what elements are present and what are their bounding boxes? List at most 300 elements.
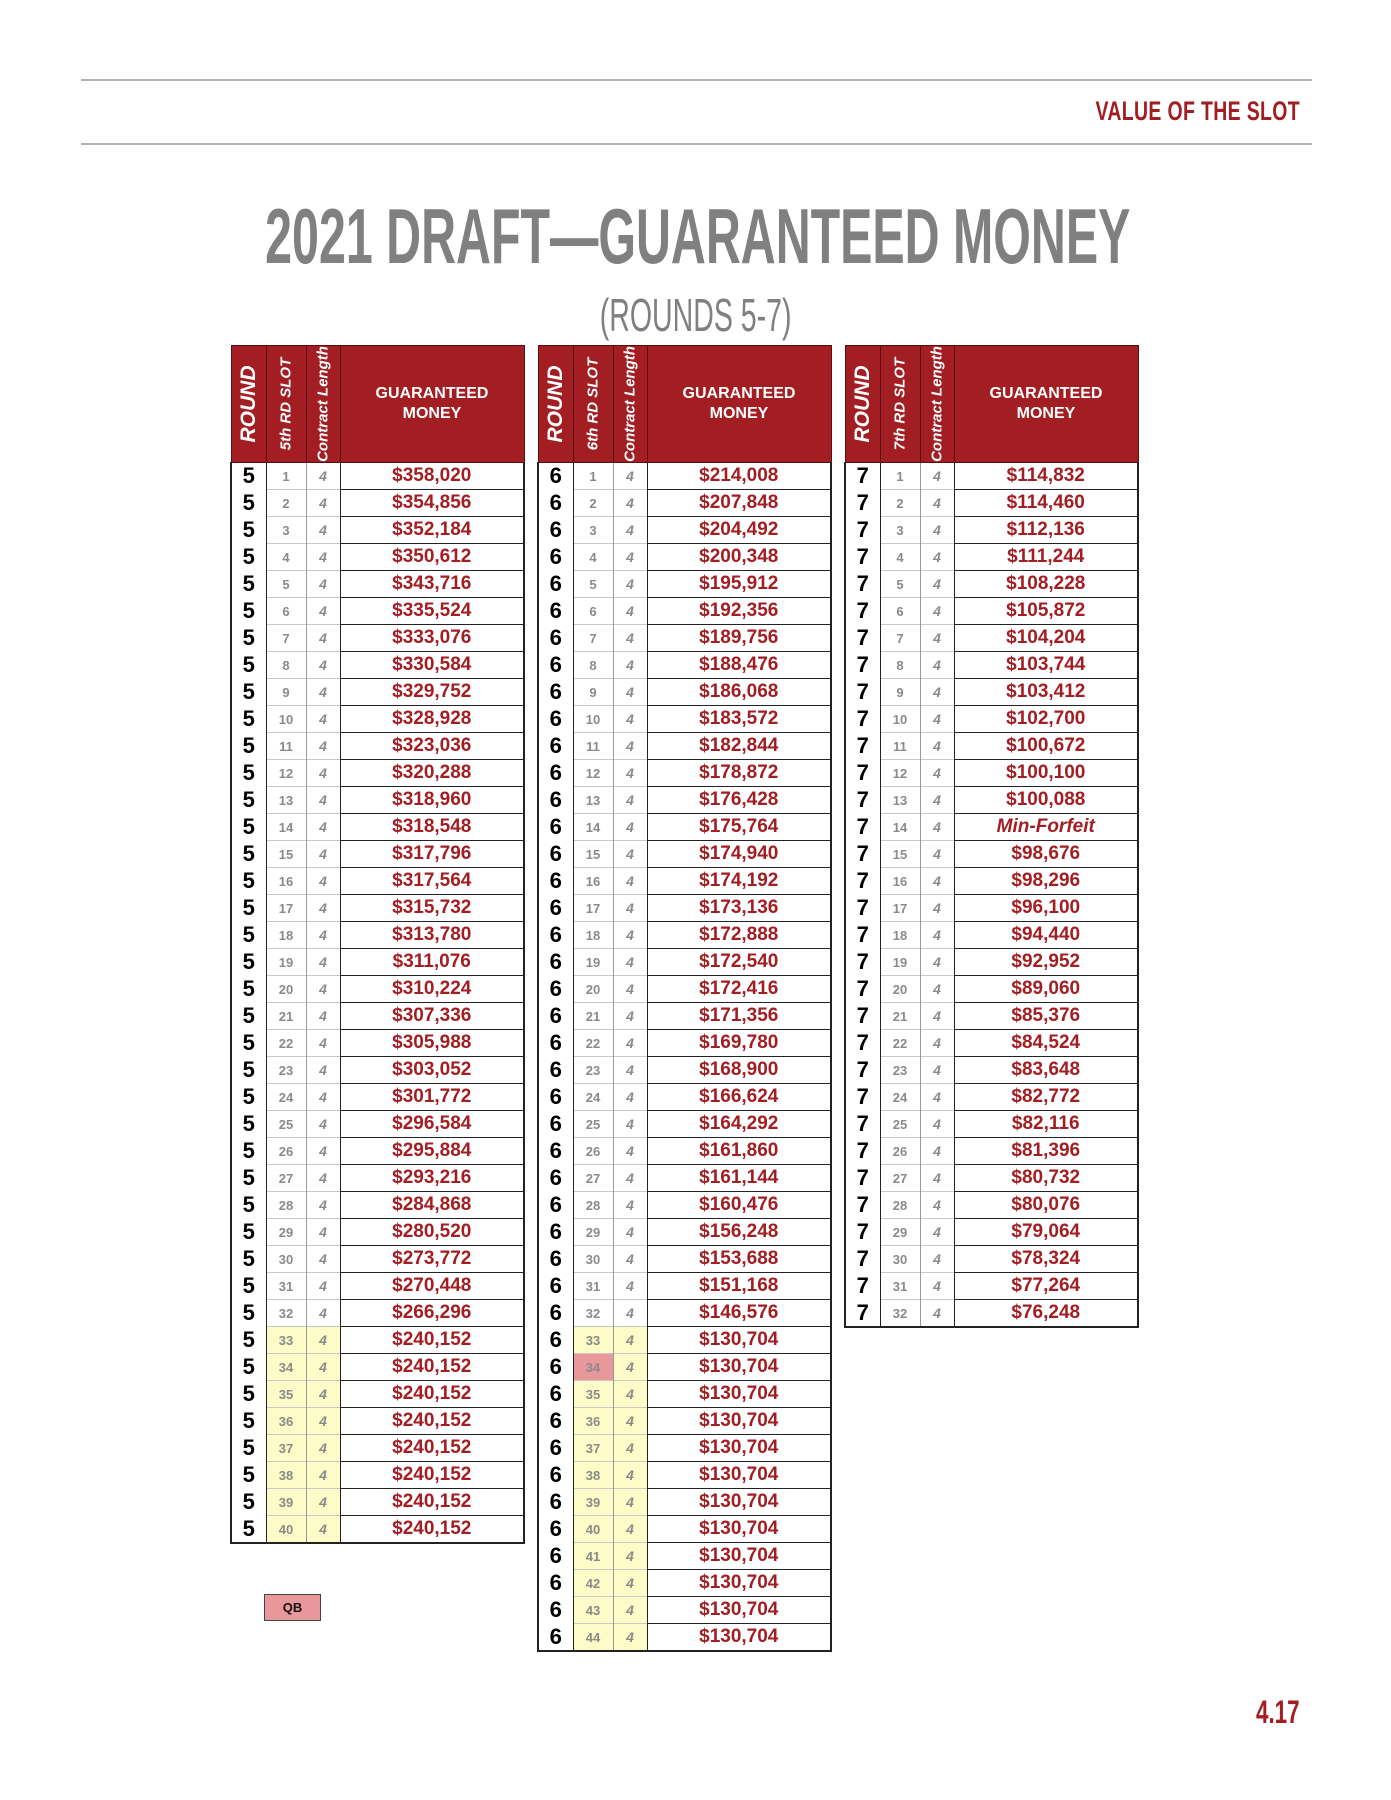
round-cell: 6 — [538, 1435, 573, 1462]
contract-length-cell: 4 — [920, 1192, 954, 1219]
round-column-header — [231, 346, 266, 463]
guaranteed-money-cell: $301,772 — [340, 1084, 524, 1111]
table-row — [845, 1084, 1138, 1111]
slot-cell: 16 — [880, 868, 920, 895]
guaranteed-money-cell: $317,796 — [340, 841, 524, 868]
contract-length-cell: 4 — [306, 1192, 340, 1219]
slot-cell: 24 — [266, 1084, 306, 1111]
contract-length-cell: 4 — [920, 1003, 954, 1030]
round-cell: 6 — [538, 706, 573, 733]
contract-length-cell: 4 — [306, 976, 340, 1003]
contract-length-cell: 4 — [920, 1300, 954, 1328]
round-cell: 7 — [845, 760, 880, 787]
contract-length-cell: 4 — [306, 1246, 340, 1273]
guaranteed-money-cell: $114,832 — [954, 463, 1138, 490]
table-row — [845, 787, 1138, 814]
contract-length-cell: 4 — [613, 490, 647, 517]
round-cell: 5 — [231, 1138, 266, 1165]
slot-cell: 3 — [573, 517, 613, 544]
table-row — [231, 1327, 524, 1354]
contract-length-cell: 4 — [306, 814, 340, 841]
guaranteed-money-cell: $169,780 — [647, 1030, 831, 1057]
contract-length-cell: 4 — [306, 598, 340, 625]
round-cell: 6 — [538, 760, 573, 787]
round-cell: 6 — [538, 976, 573, 1003]
table-row — [538, 1381, 831, 1408]
round-cell: 6 — [538, 1624, 573, 1652]
table-row — [845, 868, 1138, 895]
contract-length-cell: 4 — [613, 1219, 647, 1246]
contract-length-cell: 4 — [613, 679, 647, 706]
round-cell: 7 — [845, 463, 880, 490]
contract-length-cell: 4 — [920, 922, 954, 949]
table-row — [231, 625, 524, 652]
table-row — [538, 571, 831, 598]
round-cell: 6 — [538, 517, 573, 544]
slot-cell: 27 — [266, 1165, 306, 1192]
round-cell: 5 — [231, 976, 266, 1003]
slot-cell: 15 — [880, 841, 920, 868]
slot-cell: 44 — [573, 1624, 613, 1652]
table-row — [845, 1003, 1138, 1030]
round-cell: 5 — [231, 787, 266, 814]
contract-length-cell: 4 — [920, 598, 954, 625]
contract-length-cell: 4 — [306, 841, 340, 868]
contract-length-cell: 4 — [613, 463, 647, 490]
table-row — [538, 544, 831, 571]
guaranteed-money-cell: $81,396 — [954, 1138, 1138, 1165]
table-row — [538, 490, 831, 517]
guaranteed-money-cell: $156,248 — [647, 1219, 831, 1246]
contract-length-cell: 4 — [613, 787, 647, 814]
round-cell: 6 — [538, 1003, 573, 1030]
round-cell: 5 — [231, 1030, 266, 1057]
table-row — [231, 733, 524, 760]
guaranteed-money-cell: $114,460 — [954, 490, 1138, 517]
round-cell: 6 — [538, 1570, 573, 1597]
guaranteed-money-cell: $176,428 — [647, 787, 831, 814]
contract-length-cell: 4 — [613, 1057, 647, 1084]
guaranteed-money-cell: $240,152 — [340, 1327, 524, 1354]
round-cell: 5 — [231, 1273, 266, 1300]
guaranteed-money-cell: $84,524 — [954, 1030, 1138, 1057]
slot-cell: 35 — [266, 1381, 306, 1408]
guaranteed-money-cell: $168,900 — [647, 1057, 831, 1084]
contract-length-cell: 4 — [920, 490, 954, 517]
round-cell: 6 — [538, 679, 573, 706]
guaranteed-money-cell: $80,076 — [954, 1192, 1138, 1219]
table-row — [845, 1246, 1138, 1273]
guaranteed-money-cell: $79,064 — [954, 1219, 1138, 1246]
money-header-line-2: MONEY — [709, 405, 769, 422]
round-header-label: ROUND — [236, 365, 260, 443]
table-row — [538, 517, 831, 544]
guaranteed-money-cell: $130,704 — [647, 1381, 831, 1408]
slot-cell: 5 — [266, 571, 306, 598]
table-row — [231, 1165, 524, 1192]
guaranteed-money-cell: $175,764 — [647, 814, 831, 841]
guaranteed-money-cell: $295,884 — [340, 1138, 524, 1165]
table-row — [231, 1516, 524, 1544]
guaranteed-money-cell: $89,060 — [954, 976, 1138, 1003]
guaranteed-money-cell: $240,152 — [340, 1516, 524, 1544]
table-row — [845, 895, 1138, 922]
contract-length-cell: 4 — [920, 841, 954, 868]
guaranteed-money-cell: $78,324 — [954, 1246, 1138, 1273]
guaranteed-money-cell: $195,912 — [647, 571, 831, 598]
table-row — [231, 679, 524, 706]
contract-length-cell: 4 — [613, 1030, 647, 1057]
table-row — [231, 1273, 524, 1300]
guaranteed-money-cell: $335,524 — [340, 598, 524, 625]
slot-cell: 10 — [573, 706, 613, 733]
round-cell: 5 — [231, 1003, 266, 1030]
slot-cell: 4 — [573, 544, 613, 571]
guaranteed-money-cell: $240,152 — [340, 1354, 524, 1381]
slot-cell: 1 — [266, 463, 306, 490]
table-row — [538, 814, 831, 841]
contract-length-header-label: Contract Length — [314, 346, 332, 462]
table-row — [231, 1111, 524, 1138]
slot-cell: 30 — [266, 1246, 306, 1273]
contract-length-column-header — [613, 346, 647, 463]
table-row — [231, 517, 524, 544]
contract-length-cell: 4 — [306, 1489, 340, 1516]
slot-cell: 20 — [266, 976, 306, 1003]
round-cell: 6 — [538, 1381, 573, 1408]
page-title — [0, 192, 1391, 280]
slot-cell: 4 — [266, 544, 306, 571]
contract-length-cell: 4 — [920, 679, 954, 706]
round-cell: 5 — [231, 733, 266, 760]
slot-cell: 7 — [573, 625, 613, 652]
table-row — [231, 1489, 524, 1516]
contract-length-cell: 4 — [306, 1408, 340, 1435]
guaranteed-money-cell: $343,716 — [340, 571, 524, 598]
guaranteed-money-cell: $98,676 — [954, 841, 1138, 868]
guaranteed-money-cell: $130,704 — [647, 1624, 831, 1652]
guaranteed-money-cell: $358,020 — [340, 463, 524, 490]
table-row — [845, 1111, 1138, 1138]
table-row — [845, 706, 1138, 733]
money-header-line-1: GUARANTEED — [682, 385, 796, 402]
contract-length-cell: 4 — [920, 1030, 954, 1057]
round-cell: 7 — [845, 922, 880, 949]
round-cell: 5 — [231, 814, 266, 841]
guaranteed-money-cell: $313,780 — [340, 922, 524, 949]
table-row — [845, 922, 1138, 949]
guaranteed-money-cell: $330,584 — [340, 652, 524, 679]
table-row — [538, 868, 831, 895]
table-row — [845, 544, 1138, 571]
table-row — [231, 463, 524, 490]
guaranteed-money-cell: $188,476 — [647, 652, 831, 679]
contract-length-cell: 4 — [613, 1111, 647, 1138]
guaranteed-money-cell: $240,152 — [340, 1489, 524, 1516]
round-cell: 6 — [538, 1246, 573, 1273]
guaranteed-money-cell: $214,008 — [647, 463, 831, 490]
table-row — [231, 1246, 524, 1273]
round-cell: 7 — [845, 1030, 880, 1057]
contract-length-cell: 4 — [306, 706, 340, 733]
guaranteed-money-column-header — [340, 346, 524, 463]
contract-length-cell: 4 — [306, 652, 340, 679]
contract-length-cell: 4 — [613, 868, 647, 895]
round-cell: 6 — [538, 490, 573, 517]
contract-length-cell: 4 — [306, 949, 340, 976]
slot-cell: 31 — [880, 1273, 920, 1300]
table-row — [538, 706, 831, 733]
contract-length-cell: 4 — [306, 490, 340, 517]
slot-cell: 25 — [266, 1111, 306, 1138]
guaranteed-money-cell: $130,704 — [647, 1435, 831, 1462]
round-cell: 7 — [845, 706, 880, 733]
round-cell: 5 — [231, 1219, 266, 1246]
slot-cell: 6 — [573, 598, 613, 625]
round-cell: 6 — [538, 463, 573, 490]
guaranteed-money-cell: $100,100 — [954, 760, 1138, 787]
slot-column-header — [266, 346, 306, 463]
guaranteed-money-cell: $172,540 — [647, 949, 831, 976]
contract-length-cell: 4 — [613, 1408, 647, 1435]
round-cell: 6 — [538, 841, 573, 868]
contract-length-cell: 4 — [613, 976, 647, 1003]
money-header-line-1: GUARANTEED — [989, 385, 1103, 402]
round-cell: 5 — [231, 895, 266, 922]
contract-length-header-label: Contract Length — [621, 346, 639, 462]
contract-length-cell: 4 — [306, 1327, 340, 1354]
guaranteed-money-cell: $174,940 — [647, 841, 831, 868]
contract-length-cell: 4 — [306, 1111, 340, 1138]
table-row — [231, 544, 524, 571]
table-row — [538, 976, 831, 1003]
table-row — [845, 949, 1138, 976]
guaranteed-money-cell: $270,448 — [340, 1273, 524, 1300]
slot-cell: 29 — [880, 1219, 920, 1246]
slot-cell: 5 — [573, 571, 613, 598]
table-row — [231, 1381, 524, 1408]
round-column-header — [845, 346, 880, 463]
table-row — [538, 1165, 831, 1192]
guaranteed-money-cell: $354,856 — [340, 490, 524, 517]
round-cell: 6 — [538, 652, 573, 679]
slot-cell: 16 — [266, 868, 306, 895]
guaranteed-money-cell: $171,356 — [647, 1003, 831, 1030]
table-row — [845, 679, 1138, 706]
table-row — [231, 1435, 524, 1462]
slot-cell: 34 — [266, 1354, 306, 1381]
guaranteed-money-cell: $296,584 — [340, 1111, 524, 1138]
guaranteed-money-cell: $166,624 — [647, 1084, 831, 1111]
contract-length-cell: 4 — [920, 895, 954, 922]
round-cell: 7 — [845, 1138, 880, 1165]
guaranteed-money-cell: $130,704 — [647, 1570, 831, 1597]
contract-length-cell: 4 — [613, 625, 647, 652]
page-subtitle-text: (ROUNDS 5-7) — [599, 289, 792, 341]
contract-length-cell: 4 — [613, 706, 647, 733]
slot-cell: 30 — [880, 1246, 920, 1273]
round-cell: 7 — [845, 598, 880, 625]
slot-cell: 32 — [573, 1300, 613, 1327]
round-cell: 7 — [845, 1246, 880, 1273]
slot-cell: 9 — [573, 679, 613, 706]
slot-cell: 42 — [573, 1570, 613, 1597]
table-header-row — [538, 346, 831, 463]
round-cell: 5 — [231, 1165, 266, 1192]
contract-length-cell: 4 — [306, 1381, 340, 1408]
guaranteed-money-cell: $151,168 — [647, 1273, 831, 1300]
slot-cell: 27 — [880, 1165, 920, 1192]
slot-cell: 26 — [880, 1138, 920, 1165]
guaranteed-money-cell: $310,224 — [340, 976, 524, 1003]
contract-length-cell: 4 — [613, 1327, 647, 1354]
round-cell: 6 — [538, 787, 573, 814]
table-row — [231, 1003, 524, 1030]
table-row — [231, 949, 524, 976]
guaranteed-money-cell: $240,152 — [340, 1408, 524, 1435]
round-cell: 7 — [845, 814, 880, 841]
round-cell: 7 — [845, 1219, 880, 1246]
guaranteed-money-cell: $318,960 — [340, 787, 524, 814]
slot-cell: 9 — [266, 679, 306, 706]
slot-cell: 40 — [266, 1516, 306, 1544]
guaranteed-money-cell: $100,672 — [954, 733, 1138, 760]
table-row — [538, 1570, 831, 1597]
slot-cell: 13 — [880, 787, 920, 814]
contract-length-cell: 4 — [613, 571, 647, 598]
round-cell: 5 — [231, 1462, 266, 1489]
guaranteed-money-cell: $130,704 — [647, 1354, 831, 1381]
slot-cell: 17 — [880, 895, 920, 922]
round-cell: 5 — [231, 841, 266, 868]
table-row — [845, 841, 1138, 868]
contract-length-cell: 4 — [613, 1570, 647, 1597]
contract-length-cell: 4 — [920, 1273, 954, 1300]
slot-cell: 20 — [880, 976, 920, 1003]
table-row — [538, 1516, 831, 1543]
table-row — [538, 1273, 831, 1300]
round-cell: 5 — [231, 868, 266, 895]
contract-length-cell: 4 — [306, 463, 340, 490]
contract-length-cell: 4 — [613, 1435, 647, 1462]
guaranteed-money-cell: $103,412 — [954, 679, 1138, 706]
guaranteed-money-cell: $186,068 — [647, 679, 831, 706]
round-header-label: ROUND — [543, 365, 567, 443]
contract-length-cell: 4 — [613, 1138, 647, 1165]
round-cell: 6 — [538, 1030, 573, 1057]
guaranteed-money-cell: $76,248 — [954, 1300, 1138, 1328]
round-cell: 5 — [231, 1300, 266, 1327]
table-row — [538, 625, 831, 652]
round-cell: 5 — [231, 949, 266, 976]
table-row — [845, 625, 1138, 652]
slot-cell: 15 — [573, 841, 613, 868]
guaranteed-money-cell: $328,928 — [340, 706, 524, 733]
slot-cell: 12 — [880, 760, 920, 787]
contract-length-cell: 4 — [613, 1462, 647, 1489]
guaranteed-money-cell: $112,136 — [954, 517, 1138, 544]
table-header-row — [231, 346, 524, 463]
table-row — [538, 652, 831, 679]
contract-length-cell: 4 — [306, 868, 340, 895]
contract-length-cell: 4 — [613, 1084, 647, 1111]
contract-length-cell: 4 — [613, 1246, 647, 1273]
round-cell: 7 — [845, 787, 880, 814]
slot-cell: 33 — [266, 1327, 306, 1354]
guaranteed-money-cell: $183,572 — [647, 706, 831, 733]
slot-cell: 2 — [880, 490, 920, 517]
guaranteed-money-cell: $108,228 — [954, 571, 1138, 598]
contract-length-cell: 4 — [613, 598, 647, 625]
table-row — [845, 733, 1138, 760]
table-row — [845, 1030, 1138, 1057]
table-row — [231, 490, 524, 517]
slot-cell: 13 — [266, 787, 306, 814]
table-row — [845, 1138, 1138, 1165]
guaranteed-money-cell: $303,052 — [340, 1057, 524, 1084]
table-row — [845, 760, 1138, 787]
round-cell: 5 — [231, 1327, 266, 1354]
round-cell: 7 — [845, 1003, 880, 1030]
guaranteed-money-cell: $307,336 — [340, 1003, 524, 1030]
slot-cell: 31 — [573, 1273, 613, 1300]
contract-length-cell: 4 — [306, 1138, 340, 1165]
table-row — [231, 760, 524, 787]
slot-cell: 14 — [266, 814, 306, 841]
table-row — [538, 760, 831, 787]
slot-cell: 38 — [573, 1462, 613, 1489]
round-cell: 5 — [231, 1057, 266, 1084]
slot-cell: 28 — [880, 1192, 920, 1219]
table-row — [231, 1030, 524, 1057]
table-row — [231, 1084, 524, 1111]
slot-cell: 4 — [880, 544, 920, 571]
guaranteed-money-cell: $92,952 — [954, 949, 1138, 976]
contract-length-cell: 4 — [920, 625, 954, 652]
slot-cell: 21 — [573, 1003, 613, 1030]
slot-cell: 11 — [573, 733, 613, 760]
round-cell: 5 — [231, 598, 266, 625]
table-row — [231, 1219, 524, 1246]
guaranteed-money-cell: $96,100 — [954, 895, 1138, 922]
table-row — [845, 1273, 1138, 1300]
slot-cell: 19 — [573, 949, 613, 976]
guaranteed-money-cell: $130,704 — [647, 1327, 831, 1354]
table-row — [845, 1192, 1138, 1219]
contract-length-cell: 4 — [306, 1003, 340, 1030]
table-row — [845, 1219, 1138, 1246]
round-cell: 6 — [538, 1327, 573, 1354]
slot-cell: 5 — [880, 571, 920, 598]
contract-length-cell: 4 — [920, 1219, 954, 1246]
table-row — [231, 571, 524, 598]
contract-length-cell: 4 — [306, 1435, 340, 1462]
guaranteed-money-cell: $98,296 — [954, 868, 1138, 895]
guaranteed-money-cell: $240,152 — [340, 1462, 524, 1489]
table-row — [538, 1300, 831, 1327]
slot-header-label: 5th RD SLOT — [277, 357, 295, 451]
slot-cell: 40 — [573, 1516, 613, 1543]
contract-length-cell: 4 — [920, 976, 954, 1003]
guaranteed-money-cell: $161,860 — [647, 1138, 831, 1165]
slot-cell: 23 — [266, 1057, 306, 1084]
table-row — [538, 1624, 831, 1652]
table-row — [538, 1246, 831, 1273]
table-row — [231, 1354, 524, 1381]
table-row — [845, 1057, 1138, 1084]
contract-length-cell: 4 — [306, 895, 340, 922]
table-row — [538, 1138, 831, 1165]
